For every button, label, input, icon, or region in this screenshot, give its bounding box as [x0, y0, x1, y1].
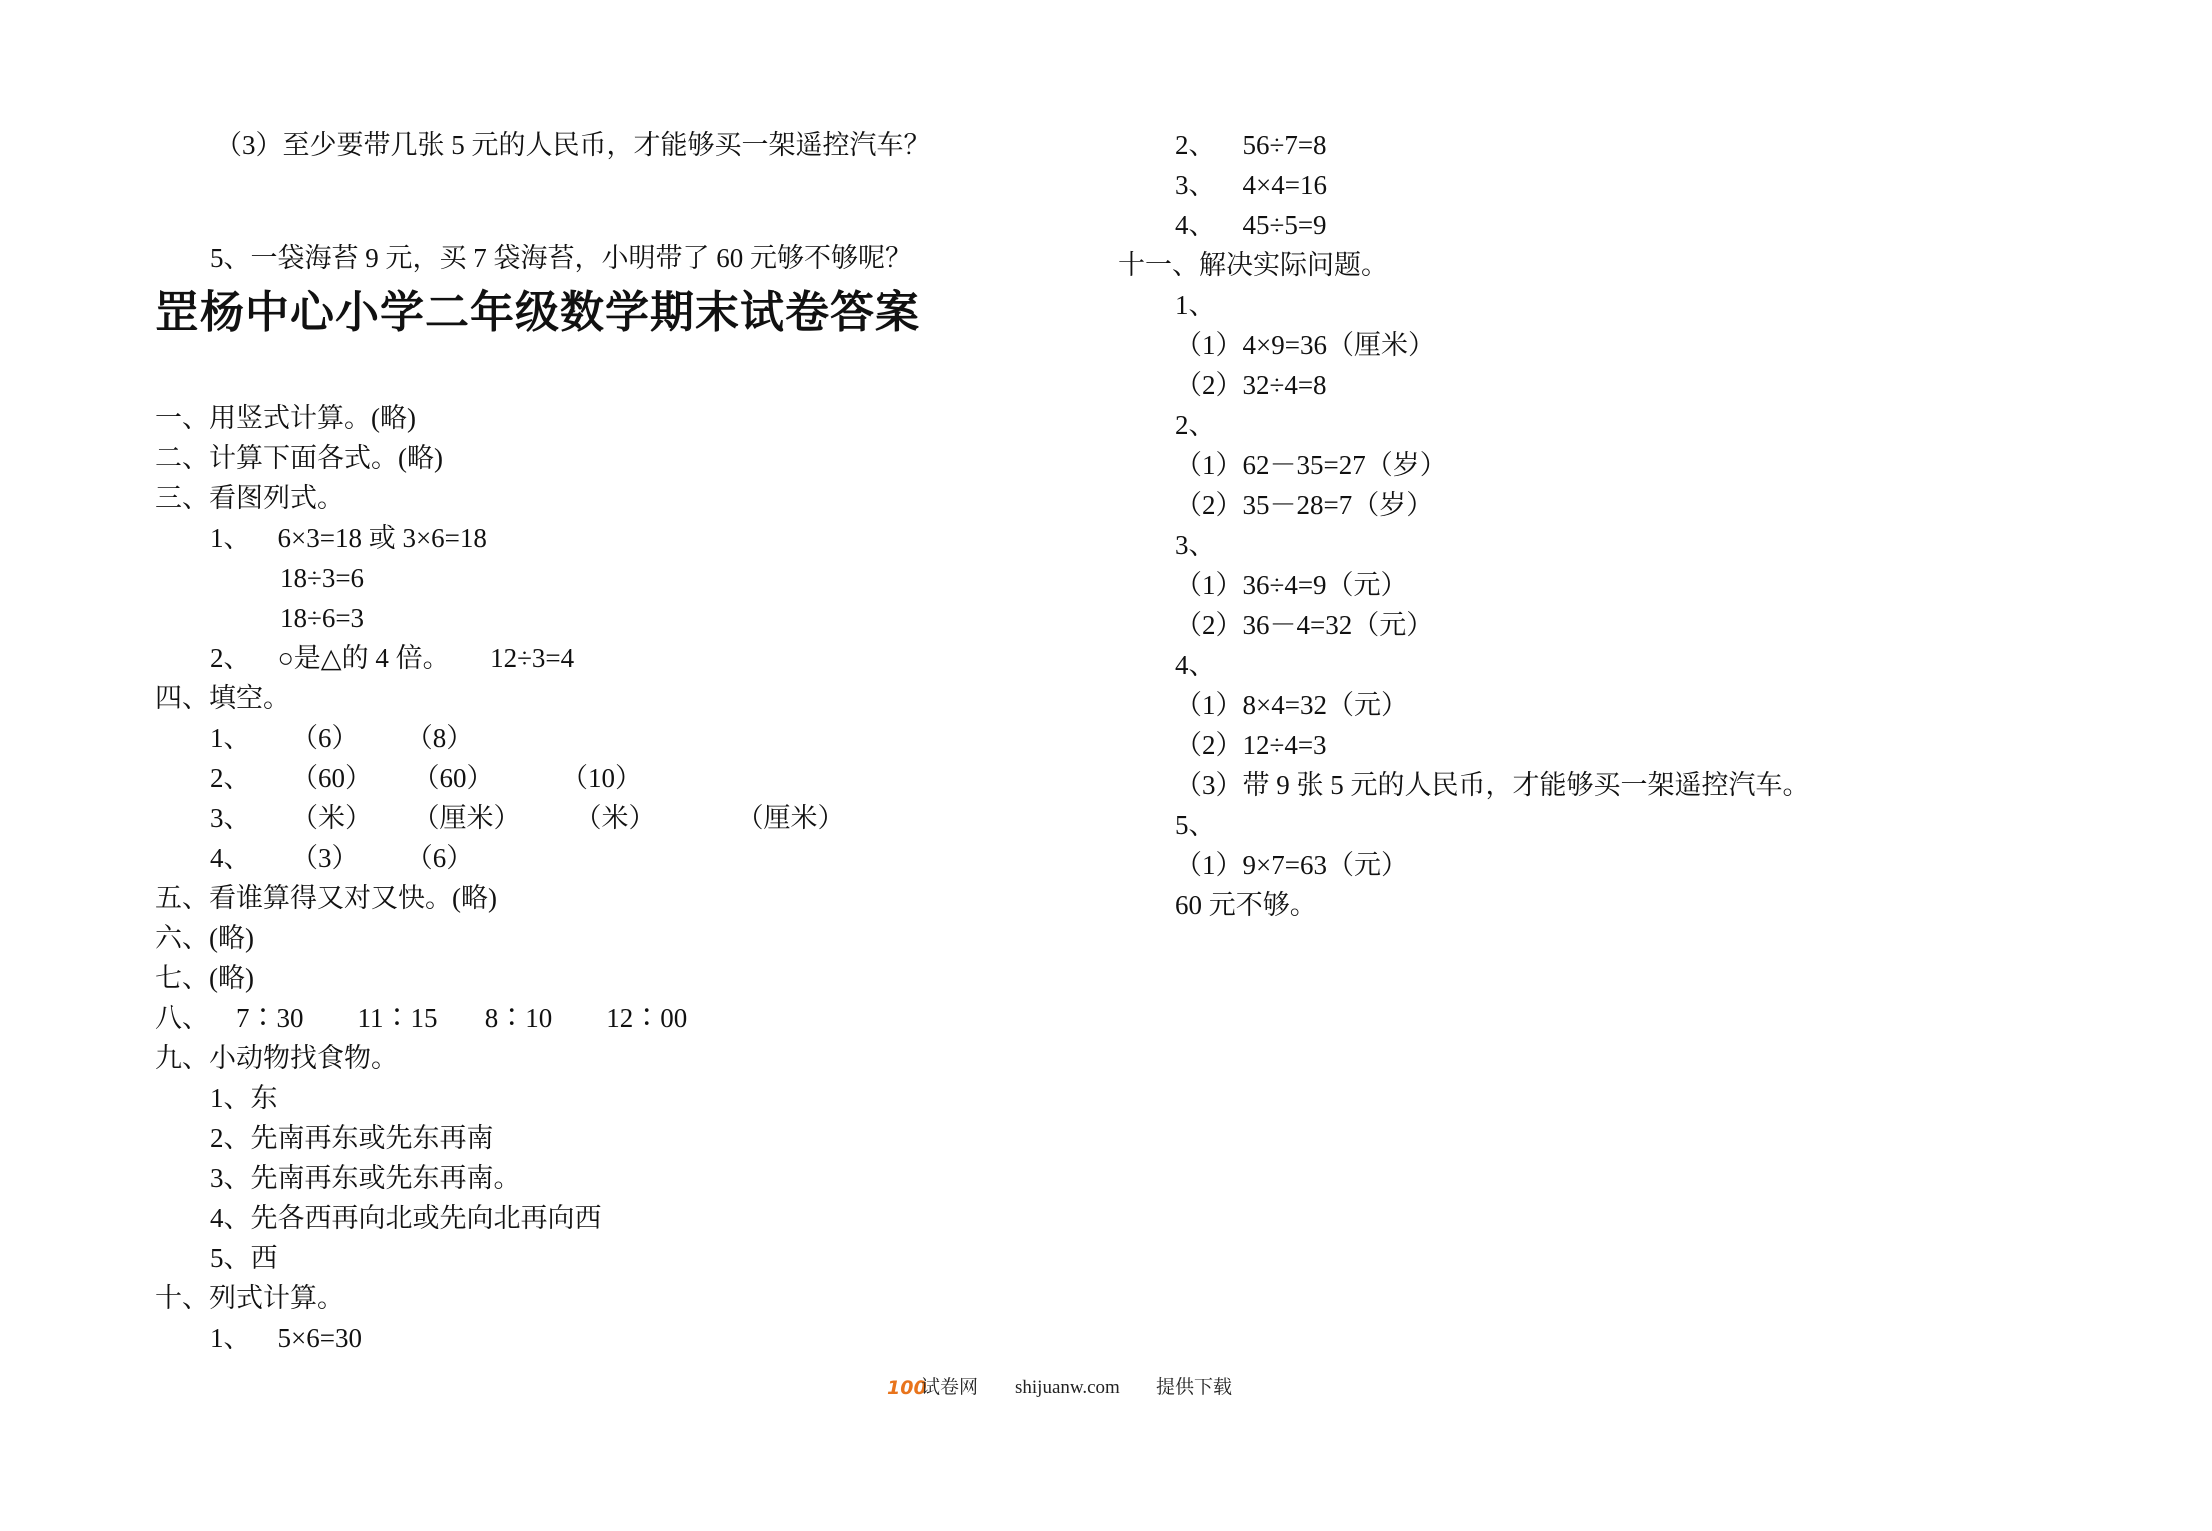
- text-line: （3）至少要带几张 5 元的人民币，才能够买一架遥控汽车？: [215, 130, 931, 160]
- text-line: （1）9×7=63（元）: [1175, 850, 1408, 880]
- text-line: 1、 6×3=18 或 3×6=18: [210, 523, 487, 553]
- text-line: （1）4×9=36（厘米）: [1175, 330, 1435, 360]
- text-line: 5、西: [210, 1243, 278, 1273]
- text-line: 18÷3=6: [280, 563, 365, 593]
- text-line: 三、看图列式。: [155, 483, 344, 513]
- text-line: 3、 4×4=16: [1175, 170, 1327, 200]
- text-line: 十、列式计算。: [155, 1283, 344, 1313]
- text-line: 2、 （60） （60） （10）: [210, 763, 642, 793]
- text-line: 5、一袋海苔 9 元，买 7 袋海苔，小明带了 60 元够不够呢？: [210, 243, 912, 273]
- text-line: 4、 45÷5=9: [1175, 210, 1327, 240]
- text-line: 1、 5×6=30: [210, 1323, 362, 1353]
- text-line: （1）36÷4=9（元）: [1175, 570, 1408, 600]
- text-line: 1、 （6） （8）: [210, 723, 474, 753]
- text-line: 4、: [1175, 650, 1216, 680]
- text-line: （1）62－35=27（岁）: [1175, 450, 1447, 480]
- text-line: 3、: [1175, 530, 1216, 560]
- text-line: 七、(略): [155, 963, 254, 993]
- text-line: 5、: [1175, 810, 1216, 840]
- text-line: 六、(略): [155, 923, 254, 953]
- text-line: （1）8×4=32（元）: [1175, 690, 1408, 720]
- text-line: 八、 7∶30 11∶15 8∶10 12∶00: [155, 1003, 688, 1033]
- footer-logo-icon: 100: [887, 1377, 927, 1399]
- text-line: 4、 （3） （6）: [210, 843, 474, 873]
- text-line: 九、小动物找食物。: [155, 1043, 398, 1073]
- text-line: 2、 56÷7=8: [1175, 130, 1327, 160]
- text-line: （2）12÷4=3: [1175, 730, 1327, 760]
- text-line: 60 元不够。: [1175, 890, 1317, 920]
- footer-brand: 试卷网: [921, 1377, 979, 1398]
- text-line: 3、先南再东或先东再南。: [210, 1163, 521, 1193]
- text-line: 一、用竖式计算。(略): [155, 403, 416, 433]
- text-line: 2、 ○是△的 4 倍。 12÷3=4: [210, 643, 575, 673]
- text-line: 1、: [1175, 290, 1216, 320]
- text-line: 十一、解决实际问题。: [1118, 250, 1388, 280]
- footer: [0, 1373, 2212, 1403]
- page-title: 罡杨中心小学二年级数学期末试卷答案: [155, 287, 920, 338]
- text-line: （2）32÷4=8: [1175, 370, 1327, 400]
- text-line: 2、: [1175, 410, 1216, 440]
- text-line: 二、计算下面各式。(略): [155, 443, 443, 473]
- text-line: （3）带 9 张 5 元的人民币，才能够买一架遥控汽车。: [1175, 770, 1810, 800]
- footer-site-link[interactable]: shijuanw.com: [1015, 1377, 1120, 1398]
- text-line: 五、看谁算得又对又快。(略): [155, 883, 497, 913]
- footer-note: 提供下载: [1156, 1377, 1233, 1398]
- text-line: 4、先各西再向北或先向北再向西: [210, 1203, 602, 1233]
- text-line: （2）35－28=7（岁）: [1175, 490, 1434, 520]
- text-line: 四、填空。: [155, 683, 290, 713]
- text-line: 1、东: [210, 1083, 278, 1113]
- text-line: 2、先南再东或先东再南: [210, 1123, 494, 1153]
- text-line: （2）36－4=32（元）: [1175, 610, 1434, 640]
- text-line: 3、 （米） （厘米） （米） （厘米）: [210, 803, 845, 833]
- text-line: 18÷6=3: [280, 603, 365, 633]
